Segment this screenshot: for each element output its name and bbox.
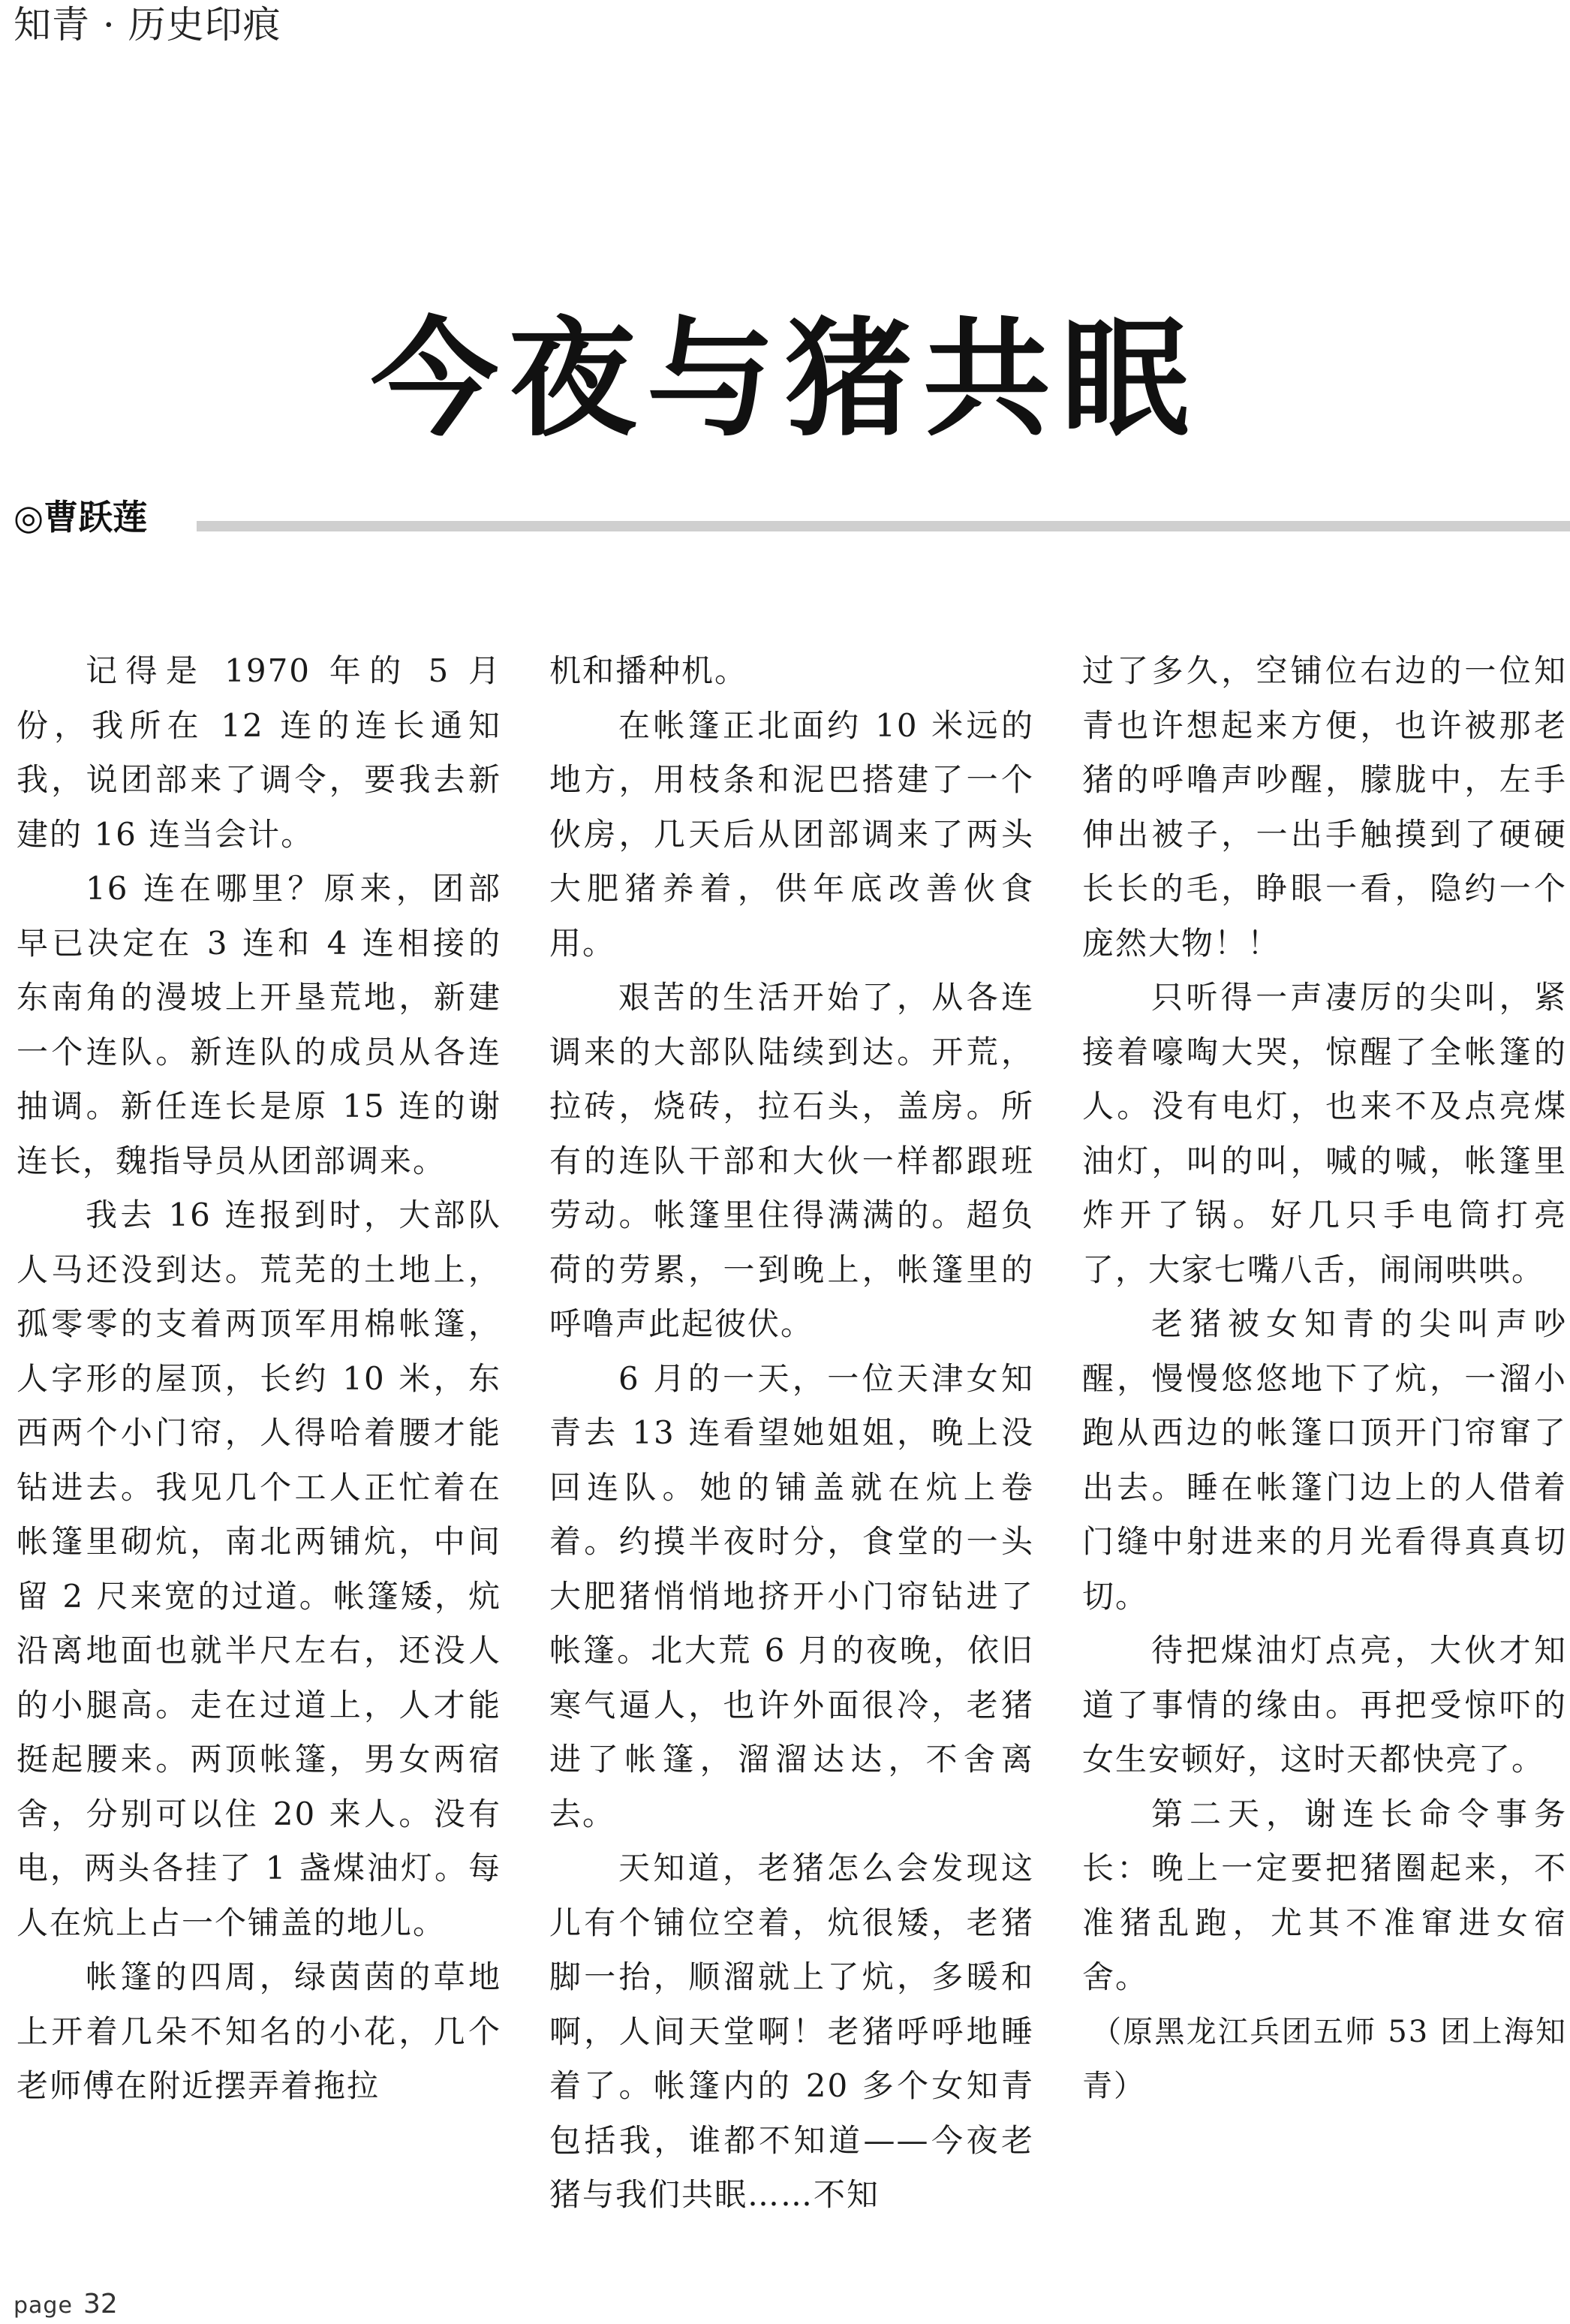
paragraph-continuation: 机和播种机。 (549, 652, 748, 689)
paragraph: 记得是 1970 年的 5 月份，我所在 12 连的连长通知我，说团部来了调令，要我去新建的 16 连当会计。 (17, 652, 501, 853)
author-note: （原黑龙江兵团五师 53 团上海知青） (1082, 2014, 1567, 2103)
paragraph-continuation: 过了多久，空铺位右边的一位知青也许想起来方便，也许被那老猪的呼噜声吵醒，朦胧中，左手伸出被子，一出手触摸到了硬硬长长的毛，睁眼一看，隐约一个庞然大物！！ (1082, 652, 1567, 962)
paragraph: 老猪被女知青的尖叫声吵醒，慢慢悠悠地下了炕，一溜小跑从西边的帐篷口顶开门帘窜了出去。睡在帐篷门边上的人借着门缝中射进来的月光看得真真切切。 (1082, 1305, 1567, 1615)
text-column-3 (1082, 644, 1567, 2114)
text-column-2 (549, 644, 1034, 2223)
page-footer (14, 2291, 118, 2318)
author-byline: ◎曹跃莲 (14, 497, 148, 537)
page-label: page (14, 2292, 73, 2319)
byline-divider (197, 521, 1570, 531)
paragraph: 我去 16 连报到时，大部队人马还没到达。荒芜的土地上，孤零零的支着两顶军用棉帐篷，人字形的屋顶，长约 10 米，东西两个小门帘，人得哈着腰才能钻进去。我见几个工人正忙着在帐篷里砌炕，南北两铺炕，中间留 2 尺来宽的过道。帐篷矮，炕沿离地面也就半尺左右，还没人的小腿高。走在过道上，人才能挺起腰来。两顶帐篷，男女两宿舍，分别可以住 20 来人。没有电，两头各挂了 1 盏煤油灯。每人在炕上占一个铺盖的地儿。 (17, 1197, 501, 1941)
page-number: 32 (83, 2289, 118, 2319)
paragraph: 6 月的一天，一位天津女知青去 13 连看望她姐姐，晚上没回连队。她的铺盖就在炕上卷着。约摸半夜时分，食堂的一头大肥猪悄悄地挤开小门帘钻进了帐篷。北大荒 6 月的夜晚，依旧寒气逼人，也许外面很冷，老猪进了帐篷，溜溜达达，不舍离去。 (549, 1359, 1034, 1832)
paragraph: 艰苦的生活开始了，从各连调来的大部队陆续到达。开荒，拉砖，烧砖，拉石头，盖房。所有的连队干部和大伙一样都跟班劳动。帐篷里住得满满的。超负荷的劳累，一到晚上，帐篷里的呼噜声此起彼伏。 (549, 979, 1034, 1342)
paragraph: 第二天，谢连长命令事务长：晚上一定要把猪圈起来，不准猪乱跑，尤其不准窜进女宿舍。 (1082, 1795, 1567, 1995)
paragraph: 待把煤油灯点亮，大伙才知道了事情的缘由。再把受惊吓的女生安顿好，这时天都快亮了。 (1082, 1632, 1567, 1778)
paragraph: 在帐篷正北面约 10 米远的地方，用枝条和泥巴搭建了一个伙房，几天后从团部调来了两头大肥猪养着，供年底改善伙食用。 (549, 706, 1034, 962)
paragraph: 16 连在哪里？原来，团部早已决定在 3 连和 4 连相接的东南角的漫坡上开垦荒地，新建一个连队。新连队的成员从各连抽调。新任连长是原 15 连的谢连长，魏指导员从团部调来。 (17, 870, 501, 1179)
paragraph: 只听得一声凄厉的尖叫，紧接着嚎啕大哭，惊醒了全帐篷的人。没有电灯，也来不及点亮煤油灯，叫的叫，喊的喊，帐篷里炸开了锅。好几只手电筒打亮了，大家七嘴八舌，闹闹哄哄。 (1082, 979, 1567, 1288)
section-header: 知青 · 历史印痕 (14, 3, 281, 47)
text-column-1 (17, 644, 501, 2114)
article-title: 今夜与猪共眠 (370, 304, 1199, 454)
paragraph: 天知道，老猪怎么会发现这儿有个铺位空着，炕很矮，老猪脚一抬，顺溜就上了炕，多暖和啊，人间天堂啊！老猪呼呼地睡着了。帐篷内的 20 多个女知青包括我，谁都不知道——今夜老猪与我们共眠……不知 (549, 1850, 1034, 2213)
paragraph: 帐篷的四周，绿茵茵的草地上开着几朵不知名的小花，几个老师傅在附近摆弄着拖拉 (17, 1958, 501, 2104)
